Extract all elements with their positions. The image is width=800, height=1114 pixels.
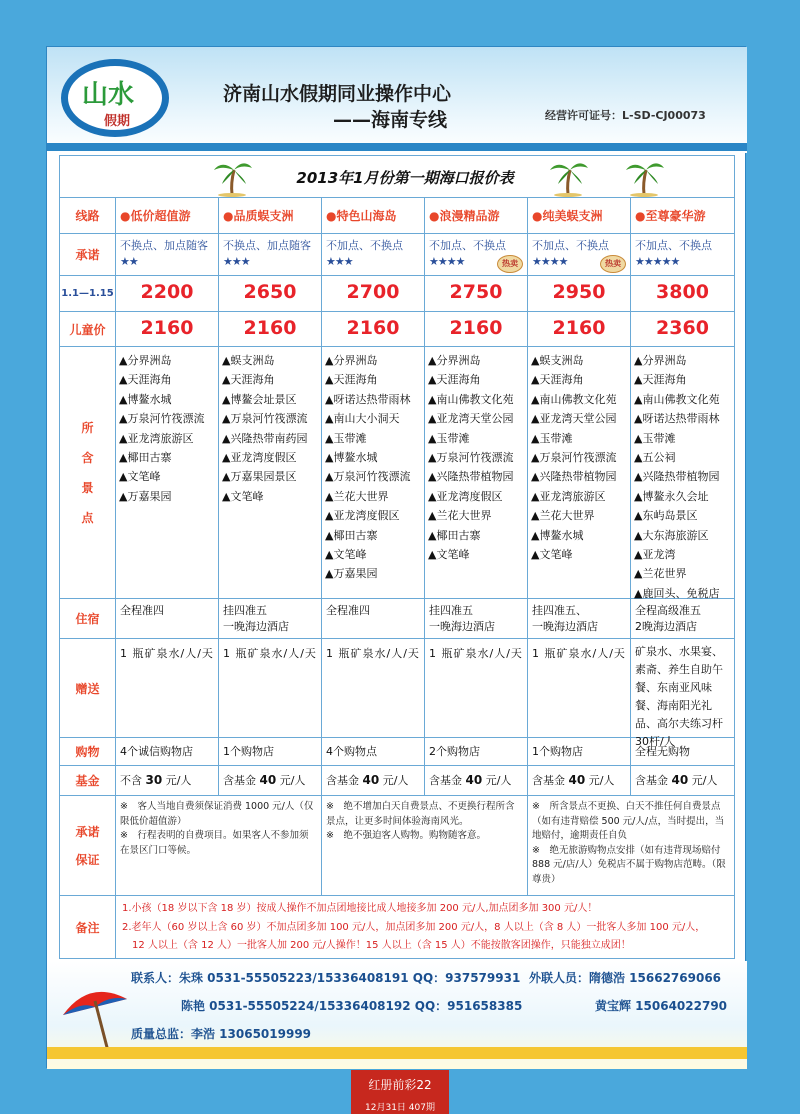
spot-item: ▲五公祠 — [634, 451, 676, 465]
gift-cell: 矿泉水、水果宴、素斋、养生自助午餐、东南亚风味餐、海南阳光礼品、高尔夫练习杆30杆/人 — [635, 645, 723, 748]
spot-item: ▲天涯海角 — [325, 373, 378, 387]
child-price-row — [60, 312, 734, 347]
promise-text: 不换点、加点随客 — [223, 239, 311, 252]
gift-cell: 1 瓶矿泉水/人/天 — [322, 639, 425, 737]
spot-item: ▲亚龙湾度假区 — [222, 451, 297, 465]
spot-item: ▲文笔峰 — [428, 548, 470, 562]
notes-row — [60, 896, 734, 958]
shop-cell: 全程无购物 — [635, 745, 690, 758]
spot-item: ▲玉带滩 — [634, 431, 676, 445]
logo-mark: 山水 — [82, 80, 135, 110]
spot-item: ▲万嘉果园 — [119, 489, 172, 503]
fund-part: 40 — [362, 773, 380, 787]
note-line: 2.老年人（60 岁以上含 60 岁）不加点团多加 100 元/人，加点团多加 200 元/人，8 人以上（含 8 人）一批客人多加 100 元/人， — [122, 921, 706, 933]
spot-item: ▲天涯海角 — [428, 373, 481, 387]
child-price: 2360 — [656, 317, 709, 339]
child-price-label: 儿童价 — [60, 312, 116, 346]
spot-item: ▲兴隆热带植物园 — [634, 470, 720, 484]
fund-part: 含基金 — [532, 774, 569, 787]
header-divider — [47, 143, 747, 151]
child-price: 2160 — [322, 312, 425, 346]
spot-item: ▲万泉河竹筏漂流 — [222, 412, 308, 426]
adult-price: 2700 — [322, 276, 425, 311]
promise-row — [60, 234, 734, 276]
fund-part: 含基金 — [326, 774, 363, 787]
spots-list — [425, 347, 528, 598]
fund-part: 元/人 — [585, 774, 615, 787]
spot-item: ▲文笔峰 — [325, 548, 367, 562]
fund-cell — [322, 766, 425, 795]
notes-label: 备注 — [60, 896, 116, 958]
date-range-label: 1.1—1.15 — [60, 276, 116, 311]
palm-tree-icon — [210, 158, 254, 196]
spot-item: ▲呀诺达热带雨林 — [325, 392, 411, 406]
spot-item: ▲兴隆热带南药园 — [222, 431, 308, 445]
gift-cell: 1 瓶矿泉水/人/天 — [425, 639, 528, 737]
spots-list — [219, 347, 322, 598]
promise-cell — [425, 234, 528, 275]
shop-cell: 1个购物店 — [219, 738, 322, 765]
star-rating-icon: ★★ — [120, 255, 138, 268]
spot-item: ▲亚龙湾度假区 — [428, 489, 503, 503]
hot-sale-badge: 热卖 — [497, 255, 523, 273]
promise-text: 不加点、不换点 — [326, 239, 403, 252]
stay-cell: 全程高级准五 2晚海边酒店 — [635, 604, 701, 633]
spot-item: ▲亚龙湾旅游区 — [531, 489, 606, 503]
spot-item: ▲文笔峰 — [222, 489, 264, 503]
star-rating-icon: ★★★★ — [429, 255, 465, 268]
stay-row — [60, 599, 734, 639]
shop-row — [60, 738, 734, 766]
spot-item: ▲天涯海角 — [634, 373, 687, 387]
note-line: 12 人以上（含 12 人）一批客人加 200 元/人操作！15 人以上（含 15 人）不能按散客团操作，只能独立成团！ — [122, 940, 631, 952]
child-price: 2160 — [116, 312, 219, 346]
spot-item: ▲万泉河竹筏漂流 — [531, 451, 617, 465]
spot-item: ▲玉带滩 — [428, 431, 470, 445]
shop-cell: 2个购物店 — [425, 738, 528, 765]
spot-item: ▲万泉河竹筏漂流 — [119, 412, 205, 426]
route-name: ●至尊豪华游 — [635, 209, 706, 223]
contact-line-2b: 黄宝辉 15064022790 — [595, 999, 728, 1013]
fund-part: 30 — [145, 773, 163, 787]
fund-part: 含基金 — [429, 774, 466, 787]
adult-price: 2950 — [528, 276, 631, 311]
page-footer-title: 红册前彩22 — [368, 1078, 432, 1092]
spots-label: 所 含 景 点 — [60, 347, 116, 598]
stay-cell: 全程准四 — [322, 599, 425, 638]
fund-part: 元/人 — [482, 774, 512, 787]
spot-item: ▲玉带滩 — [325, 431, 367, 445]
contact-line-1: 联系人：朱珠 0531-55505223/15336408191 QQ：937579931 — [131, 971, 521, 985]
contact-line-1b: 外联人员：隋德浩 15662769066 — [529, 971, 722, 985]
spot-item: ▲博鳌会址景区 — [222, 392, 297, 406]
route-name: ●低价超值游 — [116, 198, 219, 233]
spot-item: ▲蜈支洲岛 — [222, 354, 275, 367]
route-name: ●纯美蜈支洲 — [528, 198, 631, 233]
spot-item: ▲东屿岛景区 — [634, 509, 698, 523]
spot-item: ▲万泉河竹筏漂流 — [428, 451, 514, 465]
spot-item: ▲兴隆热带植物园 — [428, 470, 514, 484]
note-line: 1.小孩（18 岁以下含 18 岁）按成人操作不加点团地接比成人地接多加 200 元/人,加点团多加 300 元/人！ — [122, 903, 598, 914]
fund-part: 40 — [568, 773, 586, 787]
guarantee-text-2: ※ 绝不增加白天自费景点、不更换行程所含景点，让更多时间体验海南风光。 ※ 绝不强迫客人购物。购物随客意。 — [322, 796, 528, 895]
spot-item: ▲亚龙湾度假区 — [325, 509, 400, 523]
route-name: ●品质蜈支洲 — [219, 198, 322, 233]
adult-price-row — [60, 276, 734, 312]
header — [47, 47, 747, 153]
route-row — [60, 198, 734, 234]
fund-part: 含基金 — [223, 774, 260, 787]
star-rating-icon: ★★★★ — [532, 255, 568, 268]
spot-item: ▲南山佛教文化苑 — [634, 392, 720, 406]
stay-label: 住宿 — [60, 599, 116, 638]
stay-cell: 挂四准五、 一晚海边酒店 — [528, 599, 631, 638]
stay-cell: 全程准四 — [116, 599, 219, 638]
fund-cell — [631, 766, 734, 795]
spot-item: ▲兰花世界 — [634, 567, 687, 581]
spot-item: ▲亚龙湾天堂公园 — [531, 412, 617, 426]
fund-part: 元/人 — [688, 774, 718, 787]
spot-item: ▲椰田古寨 — [428, 528, 481, 542]
spots-list — [116, 347, 219, 598]
fund-part: 元/人 — [379, 774, 409, 787]
price-sheet — [46, 46, 746, 1068]
spot-item: ▲天涯海角 — [222, 373, 275, 387]
spot-item: ▲分界洲岛 — [119, 354, 172, 367]
fund-cell — [116, 766, 219, 795]
fund-label: 基金 — [60, 766, 116, 795]
spot-item: ▲亚龙湾 — [634, 548, 676, 562]
child-price: 2160 — [425, 312, 528, 346]
spots-list — [528, 347, 631, 598]
promise-cell — [322, 234, 425, 275]
spot-item: ▲兰花大世界 — [531, 509, 595, 523]
quality-supervisor: 质量总监：李浩 13065019999 — [131, 1027, 312, 1041]
fund-cell — [425, 766, 528, 795]
guarantee-label: 承诺 保证 — [60, 796, 116, 895]
adult-price: 2750 — [425, 276, 528, 311]
promise-text: 不加点、不换点 — [429, 239, 506, 252]
spot-item: ▲天涯海角 — [119, 373, 172, 387]
spot-item: ▲蜈支洲岛 — [531, 354, 584, 367]
spot-item: ▲博鳌永久会址 — [634, 489, 709, 503]
guarantee-text-1: ※ 客人当地自费须保证消费 1000 元/人（仅限低价超值游） ※ 行程表明的自费项目。如果客人不参加须在景区门口等候。 — [116, 796, 322, 895]
spot-item: ▲天涯海角 — [531, 373, 584, 387]
fund-part: 40 — [465, 773, 483, 787]
spots-list — [322, 347, 425, 598]
gift-cell: 1 瓶矿泉水/人/天 — [528, 639, 631, 737]
spot-item: ▲呀诺达热带雨林 — [634, 412, 720, 426]
hot-sale-badge: 热卖 — [600, 255, 626, 273]
spots-row — [60, 347, 734, 599]
child-price: 2160 — [528, 312, 631, 346]
gift-label: 赠送 — [60, 639, 116, 737]
table-title: 2013年1月份第一期海口报价表 — [296, 169, 514, 187]
star-rating-icon: ★★★ — [326, 255, 353, 268]
fund-part: 不含 — [120, 774, 146, 787]
spot-item: ▲椰田古寨 — [119, 451, 172, 465]
gift-cell: 1 瓶矿泉水/人/天 — [116, 639, 219, 737]
spot-item: ▲文笔峰 — [531, 548, 573, 562]
fund-cell — [219, 766, 322, 795]
table-title-row — [60, 156, 734, 198]
promise-cell — [631, 234, 734, 275]
contact-line-2: 陈艳 0531-55505224/15336408192 QQ：951658385 — [181, 999, 523, 1013]
promise-cell — [219, 234, 322, 275]
route-name: ●特色山海岛 — [322, 198, 425, 233]
fund-part: 40 — [259, 773, 277, 787]
spot-item: ▲分界洲岛 — [634, 354, 687, 367]
guarantee-text-3: ※ 所含景点不更换、白天不推任何自费景点（如有违背赔偿 500 元/人/点，当时提出，当地赔付，逾期责任自负 ※ 绝无旅游购物点安排（如有违背现场赔付 888 元/店/人）免税店不属于购物店范畴。（限尊贵） — [532, 801, 726, 885]
company-logo — [61, 59, 169, 137]
stay-cell: 挂四准五 一晚海边酒店 — [219, 599, 322, 638]
spot-item: ▲文笔峰 — [119, 470, 161, 484]
guarantee-row — [60, 796, 734, 896]
stay-cell: 挂四准五 一晚海边酒店 — [425, 599, 528, 638]
spot-item: ▲玉带滩 — [531, 431, 573, 445]
adult-price: 2650 — [219, 276, 322, 311]
promise-cell — [116, 234, 219, 275]
spot-item: ▲南山佛教文化苑 — [428, 392, 514, 406]
spot-item: ▲兰花大世界 — [325, 489, 389, 503]
adult-price: 3800 — [656, 281, 709, 303]
star-rating-icon: ★★★★★ — [635, 255, 680, 268]
child-price: 2160 — [219, 312, 322, 346]
spot-item: ▲万嘉果园景区 — [222, 470, 297, 484]
spot-item: ▲鹿回头、免税店 — [634, 586, 720, 600]
page-footer — [351, 1070, 449, 1114]
spot-item: ▲大东海旅游区 — [634, 528, 709, 542]
spot-item: ▲南山大小洞天 — [325, 412, 400, 426]
spot-item: ▲分界洲岛 — [325, 354, 378, 367]
shop-cell: 4个购物点 — [322, 738, 425, 765]
company-line: ——海南专线 — [333, 109, 448, 131]
spot-item: ▲亚龙湾旅游区 — [119, 431, 194, 445]
spot-item: ▲南山佛教文化苑 — [531, 392, 617, 406]
fund-cell — [528, 766, 631, 795]
gift-cell: 1 瓶矿泉水/人/天 — [219, 639, 322, 737]
promise-text: 不加点、不换点 — [532, 239, 609, 252]
spot-item: ▲椰田古寨 — [325, 528, 378, 542]
license-number: 经营许可证号：L-SD-CJ00073 — [545, 109, 706, 122]
fund-part: 元/人 — [276, 774, 306, 787]
promise-text: 不加点、不换点 — [635, 239, 712, 252]
star-rating-icon: ★★★ — [223, 255, 250, 268]
notes-text — [122, 900, 705, 956]
spot-item: ▲兰花大世界 — [428, 509, 492, 523]
shop-label: 购物 — [60, 738, 116, 765]
fund-part: 40 — [671, 773, 689, 787]
spot-item: ▲博鳌水城 — [119, 392, 172, 406]
fund-row — [60, 766, 734, 796]
spot-item: ▲亚龙湾天堂公园 — [428, 412, 514, 426]
spot-item: ▲博鳌水城 — [531, 528, 584, 542]
spot-item: ▲万嘉果园 — [325, 567, 378, 581]
palm-tree-icon — [622, 158, 666, 196]
footer-sand-bar — [47, 1047, 747, 1059]
fund-part: 元/人 — [162, 774, 192, 787]
spot-item: ▲博鳌水城 — [325, 451, 378, 465]
gift-row — [60, 639, 734, 748]
spot-item: ▲分界洲岛 — [428, 354, 481, 367]
route-name: ●浪漫精品游 — [425, 198, 528, 233]
shop-cell: 4个诚信购物店 — [116, 738, 219, 765]
page-footer-issue: 12月31日 407期 — [365, 1103, 435, 1113]
adult-price: 2200 — [116, 276, 219, 311]
logo-subtext: 假期 — [104, 114, 131, 129]
route-label: 线路 — [60, 198, 116, 233]
promise-label: 承诺 — [60, 234, 116, 275]
promise-cell — [528, 234, 631, 275]
price-table — [59, 155, 735, 959]
promise-text: 不换点、加点随客 — [120, 239, 208, 252]
spots-list — [631, 347, 734, 598]
shop-cell: 1个购物店 — [528, 738, 631, 765]
spot-item: ▲兴隆热带植物园 — [531, 470, 617, 484]
company-name: 济南山水假期同业操作中心 — [223, 83, 452, 105]
fund-part: 含基金 — [635, 774, 672, 787]
spot-item: ▲万泉河竹筏漂流 — [325, 470, 411, 484]
palm-tree-icon — [546, 158, 590, 196]
